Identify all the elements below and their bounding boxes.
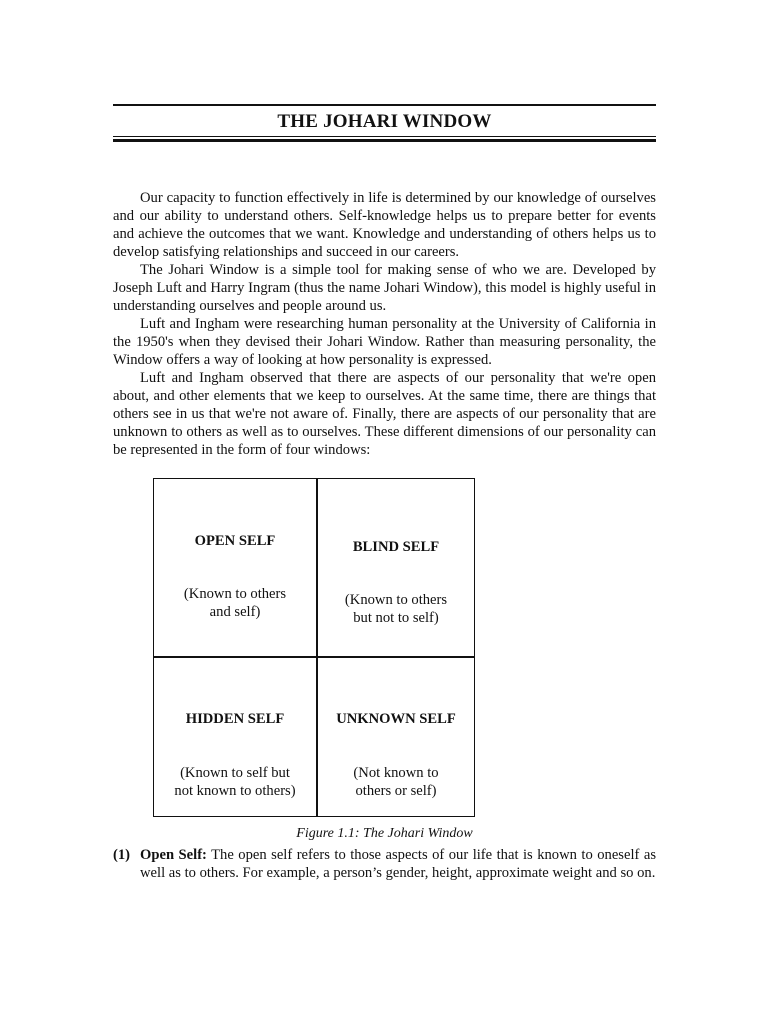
hidden-self-heading: HIDDEN SELF (185, 711, 285, 727)
blind-self-description (317, 591, 475, 627)
johari-window-grid (153, 478, 475, 817)
paragraph-2: The Johari Window is a simple tool for making sense of who we are. Developed by Joseph Luft and Harry Ingram (thus the name Johari Window), this model is highly useful in understanding ourselves and people around us. (113, 262, 656, 314)
title-rule-bottom-thick (113, 139, 656, 142)
blind-self-desc-line-2: but not to self) (353, 610, 439, 626)
paragraph-4: Luft and Ingham observed that there are aspects of our personality that we're open about, and other elements that we keep to ourselves. At the same time, there are things that others see in us that we're not aware of. Finally, there are aspects of our personality that are unknown to others as well as to ourselves. These different dimensions of our personality can be represented in the form of four windows: (113, 370, 656, 458)
open-self-desc-line-2: and self) (209, 604, 261, 620)
list-item-number: (1) (113, 847, 131, 863)
page-title: THE JOHARI WINDOW (277, 111, 492, 132)
hidden-self-desc-line-2: not known to others) (174, 783, 296, 799)
body-text (113, 189, 656, 459)
list-item-open-self (113, 846, 656, 882)
paragraph-1: Our capacity to function effectively in life is determined by our knowledge of ourselves and our ability to understand others. Self-knowledge helps us to prepare better for events and achieve the outcomes that we want. Knowledge and understanding of others helps us to develop satisfying relationships and succeed in our careers. (113, 190, 656, 260)
unknown-self-heading: UNKNOWN SELF (336, 711, 456, 727)
open-self-desc-line-1: (Known to others (183, 586, 287, 602)
open-self-heading: OPEN SELF (194, 533, 276, 549)
list-item-content (140, 846, 656, 882)
unknown-self-desc-line-1: (Not known to (353, 765, 439, 781)
unknown-self-description (317, 764, 475, 800)
hidden-self-desc-line-1: (Known to self but (180, 765, 290, 781)
figure-caption: Figure 1.1: The Johari Window (296, 826, 473, 841)
open-self-description (154, 585, 316, 621)
title-rule-bottom-thin (113, 136, 656, 137)
blind-self-desc-line-1: (Known to others (344, 592, 448, 608)
blind-self-heading: BLIND SELF (352, 539, 440, 555)
paragraph-3: Luft and Ingham were researching human personality at the University of California in the 1950's when they devised their Johari Window. Rather than measuring personality, the Window offers a way of looking at how personality is expressed. (113, 316, 656, 368)
unknown-self-desc-line-2: others or self) (355, 783, 437, 799)
title-rule-top (113, 104, 656, 106)
hidden-self-description (154, 764, 316, 800)
list-item-term: Open Self: (140, 847, 207, 863)
list-item-text: The open self refers to those aspects of our life that is known to oneself as well as to others. For example, a person’s gender, height, approximate weight and so on. (140, 847, 657, 881)
grid-horizontal-divider (154, 656, 474, 658)
